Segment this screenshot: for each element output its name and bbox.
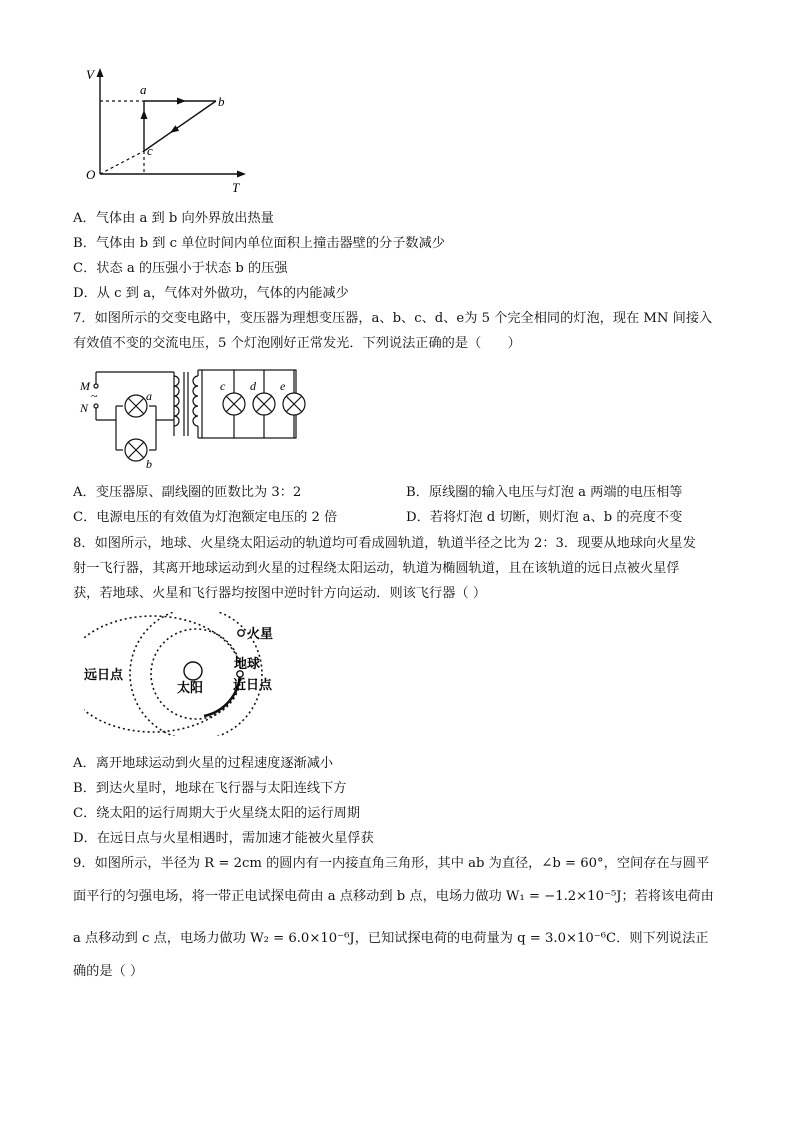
ac-symbol: ~ [91, 389, 98, 403]
lamp-e-label: e [280, 379, 286, 393]
q8-option-a: A．离开地球运动到火星的过程速度逐渐减小 [73, 756, 334, 771]
lamp-b-label: b [146, 457, 152, 471]
q7-stem-line-2: 有效值不变的交流电压，5 个灯泡刚好正常发光．下列说法正确的是（ ） [73, 336, 521, 351]
perihelion-label: 近日点 [233, 677, 273, 692]
orbit-figure [84, 612, 294, 736]
sun-label: 太阳 [177, 680, 204, 695]
origin-label: O [86, 167, 96, 182]
q6-option-d: D．从 c 到 a，气体对外做功，气体的内能减少 [73, 286, 349, 301]
lamp-c-label: c [220, 379, 226, 393]
q9-stem-line-3: a 点移动到 c 点，电场力做功 W₂ = 6.0×10⁻⁶J，已知试探电荷的电荷量为 q = 3.0×10⁻⁶C．则下列说法正 [73, 931, 709, 946]
q8-option-b: B．到达火星时，地球在飞行器与太阳连线下方 [73, 781, 347, 796]
point-c-label: c [147, 143, 153, 158]
q9-stem-line-1: 9．如图所示，半径为 R = 2cm 的圆内有一内接直角三角形，其中 ab 为直径，∠b = 60°，空间存在与圆平 [73, 856, 710, 871]
q7-option-a: A．变压器原、副线圈的匝数比为 3：2 [73, 485, 302, 500]
q7-option-d: D．若将灯泡 d 切断，则灯泡 a、b 的亮度不变 [406, 510, 683, 525]
aphelion-label: 远日点 [84, 667, 124, 682]
q8-stem-line-3: 获，若地球、火星和飞行器均按图中逆时针方向运动．则该飞行器（ ） [73, 586, 487, 601]
vt-graph-figure [80, 64, 252, 200]
q7-stem-line-1: 7．如图所示的交变电路中，变压器为理想变压器，a、b、c、d、e为 5 个完全相同的灯泡，现在 MN 间接入 [73, 311, 713, 326]
q6-option-a: A．气体由 a 到 b 向外界放出热量 [73, 211, 274, 226]
q9-stem-line-4: 确的是（ ） [73, 964, 144, 979]
lamp-a-label: a [146, 389, 152, 403]
point-b-label: b [218, 94, 225, 109]
lamp-d-label: d [250, 379, 256, 393]
mars-label: 火星 [247, 626, 274, 641]
q6-option-c: C．状态 a 的压强小于状态 b 的压强 [73, 261, 288, 276]
q7-option-c: C．电源电压的有效值为灯泡额定电压的 2 倍 [73, 510, 338, 525]
q8-stem-line-2: 射一飞行器，其离开地球运动到火星的过程绕太阳运动，轨道为椭圆轨道，且在该轨道的远日点被火星俘 [73, 561, 680, 576]
q8-stem-line-1: 8．如图所示，地球、火星绕太阳运动的轨道均可看成圆轨道，轨道半径之比为 2：3．现要从地球向火星发 [73, 536, 696, 551]
axis-v-label: V [86, 67, 94, 82]
earth-label: 地球 [234, 656, 261, 671]
terminal-n-label: N [80, 401, 89, 415]
q7-option-b: B．原线圈的输入电压与灯泡 a 两端的电压相等 [406, 485, 683, 500]
q8-option-d: D．在远日点与火星相遇时，需加速才能被火星俘获 [73, 831, 374, 846]
point-a-label: a [140, 82, 147, 97]
q6-option-b: B．气体由 b 到 c 单位时间内单位面积上撞击器壁的分子数减少 [73, 236, 445, 251]
axis-t-label: T [232, 180, 240, 195]
transformer-circuit-figure [74, 362, 314, 474]
q8-option-c: C．绕太阳的运行周期大于火星绕太阳的运行周期 [73, 806, 361, 821]
terminal-m-label: M [80, 379, 90, 393]
q9-stem-line-2: 面平行的匀强电场，将一带正电试探电荷由 a 点移动到 b 点，电场力做功 W₁ = −1.2×10⁻⁵J；若将该电荷由 [73, 889, 714, 904]
